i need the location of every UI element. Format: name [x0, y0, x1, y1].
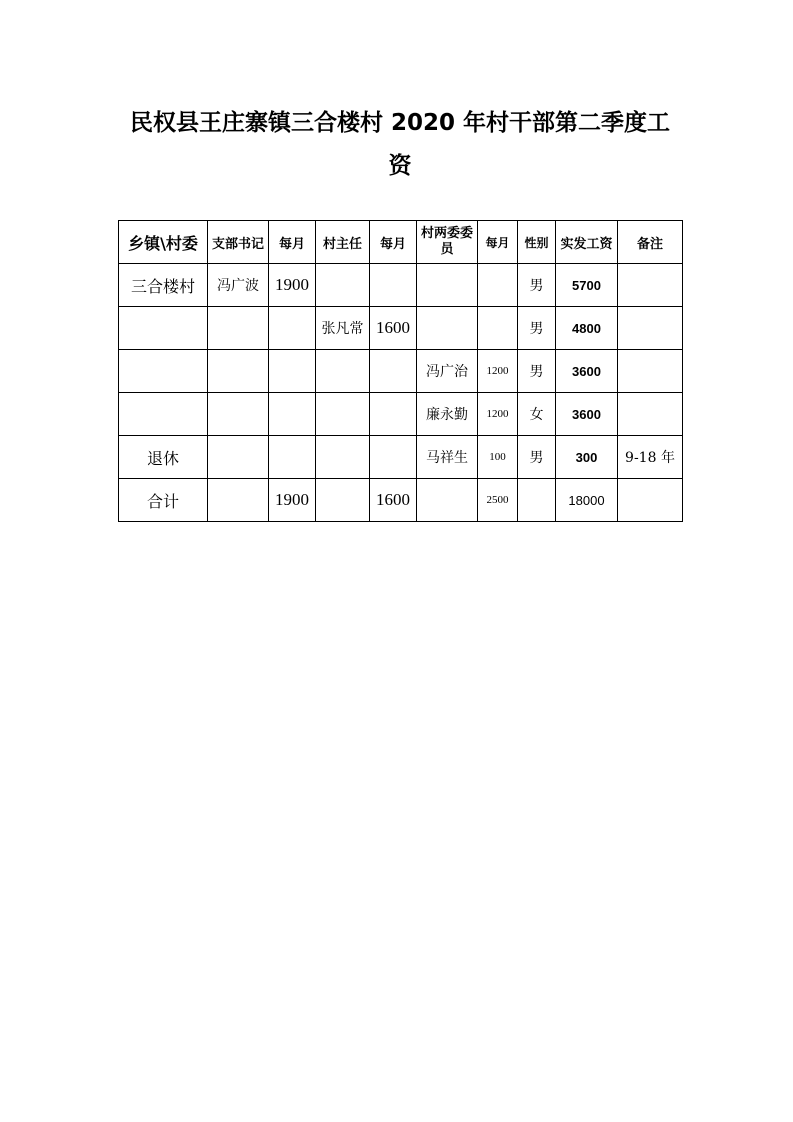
- cell-note: [618, 393, 683, 436]
- cell-monthly: 1900: [269, 479, 316, 522]
- cell-member: 廉永勤: [417, 393, 478, 436]
- header-note: 备注: [618, 221, 683, 264]
- cell-director: [316, 350, 370, 393]
- cell-monthly: [370, 436, 417, 479]
- cell-monthly: 1200: [478, 350, 518, 393]
- cell-secretary: [208, 393, 269, 436]
- cell-monthly: 1900: [269, 264, 316, 307]
- table-row: [119, 393, 683, 436]
- cell-member: [417, 307, 478, 350]
- cell-director: [316, 436, 370, 479]
- cell-note: [618, 264, 683, 307]
- cell-paid-salary: 3600: [556, 393, 618, 436]
- cell-director: [316, 479, 370, 522]
- cell-gender: 男: [518, 436, 556, 479]
- header-monthly: 每月: [269, 221, 316, 264]
- cell-township: [119, 307, 208, 350]
- header-secretary: 支部书记: [208, 221, 269, 264]
- cell-monthly: 100: [478, 436, 518, 479]
- header-township: 乡镇\村委: [119, 221, 208, 264]
- cell-monthly: [370, 393, 417, 436]
- cell-note: [618, 307, 683, 350]
- cell-township: 退休: [119, 436, 208, 479]
- cell-monthly: 2500: [478, 479, 518, 522]
- cell-secretary: [208, 307, 269, 350]
- cell-director: [316, 393, 370, 436]
- cell-director: 张凡常: [316, 307, 370, 350]
- cell-paid-salary: 3600: [556, 350, 618, 393]
- cell-paid-salary: 4800: [556, 307, 618, 350]
- cell-monthly: [269, 393, 316, 436]
- cell-township: 三合楼村: [119, 264, 208, 307]
- cell-township: [119, 350, 208, 393]
- cell-monthly: 1600: [370, 307, 417, 350]
- cell-monthly: [370, 350, 417, 393]
- table-row: [119, 264, 683, 307]
- cell-gender: 女: [518, 393, 556, 436]
- cell-monthly: [478, 307, 518, 350]
- cell-monthly: 1600: [370, 479, 417, 522]
- document-title: 民权县王庄寨镇三合楼村 2020 年村干部第二季度工: [129, 110, 671, 136]
- cell-secretary: [208, 436, 269, 479]
- header-row: [119, 221, 683, 264]
- cell-member: 冯广治: [417, 350, 478, 393]
- cell-monthly: 1200: [478, 393, 518, 436]
- header-paid-salary: 实发工资: [556, 221, 618, 264]
- cell-monthly: [269, 350, 316, 393]
- cell-monthly: [478, 264, 518, 307]
- header-director: 村主任: [316, 221, 370, 264]
- table-row: [119, 436, 683, 479]
- cell-monthly: [269, 436, 316, 479]
- cell-township: 合计: [119, 479, 208, 522]
- cell-note: 9-18 年: [618, 436, 683, 479]
- cell-secretary: [208, 350, 269, 393]
- cell-member: 马祥生: [417, 436, 478, 479]
- header-gender: 性别: [518, 221, 556, 264]
- cell-monthly: [269, 307, 316, 350]
- cell-gender: 男: [518, 350, 556, 393]
- cell-paid-salary: 18000: [556, 479, 618, 522]
- header-monthly: 每月: [370, 221, 417, 264]
- cell-secretary: 冯广波: [208, 264, 269, 307]
- cell-paid-salary: 5700: [556, 264, 618, 307]
- header-monthly: 每月: [478, 221, 518, 264]
- cell-gender: [518, 479, 556, 522]
- cell-gender: 男: [518, 307, 556, 350]
- cell-township: [119, 393, 208, 436]
- cell-note: [618, 479, 683, 522]
- cell-monthly: [370, 264, 417, 307]
- table-row: [119, 307, 683, 350]
- table-row: [119, 350, 683, 393]
- cell-note: [618, 350, 683, 393]
- salary-table: [118, 220, 683, 522]
- cell-member: [417, 264, 478, 307]
- cell-member: [417, 479, 478, 522]
- cell-secretary: [208, 479, 269, 522]
- header-committee-member: 村两委委员: [417, 221, 478, 264]
- cell-paid-salary: 300: [556, 436, 618, 479]
- cell-director: [316, 264, 370, 307]
- document-title-continuation: 资: [388, 153, 412, 179]
- cell-gender: 男: [518, 264, 556, 307]
- total-row: [119, 479, 683, 522]
